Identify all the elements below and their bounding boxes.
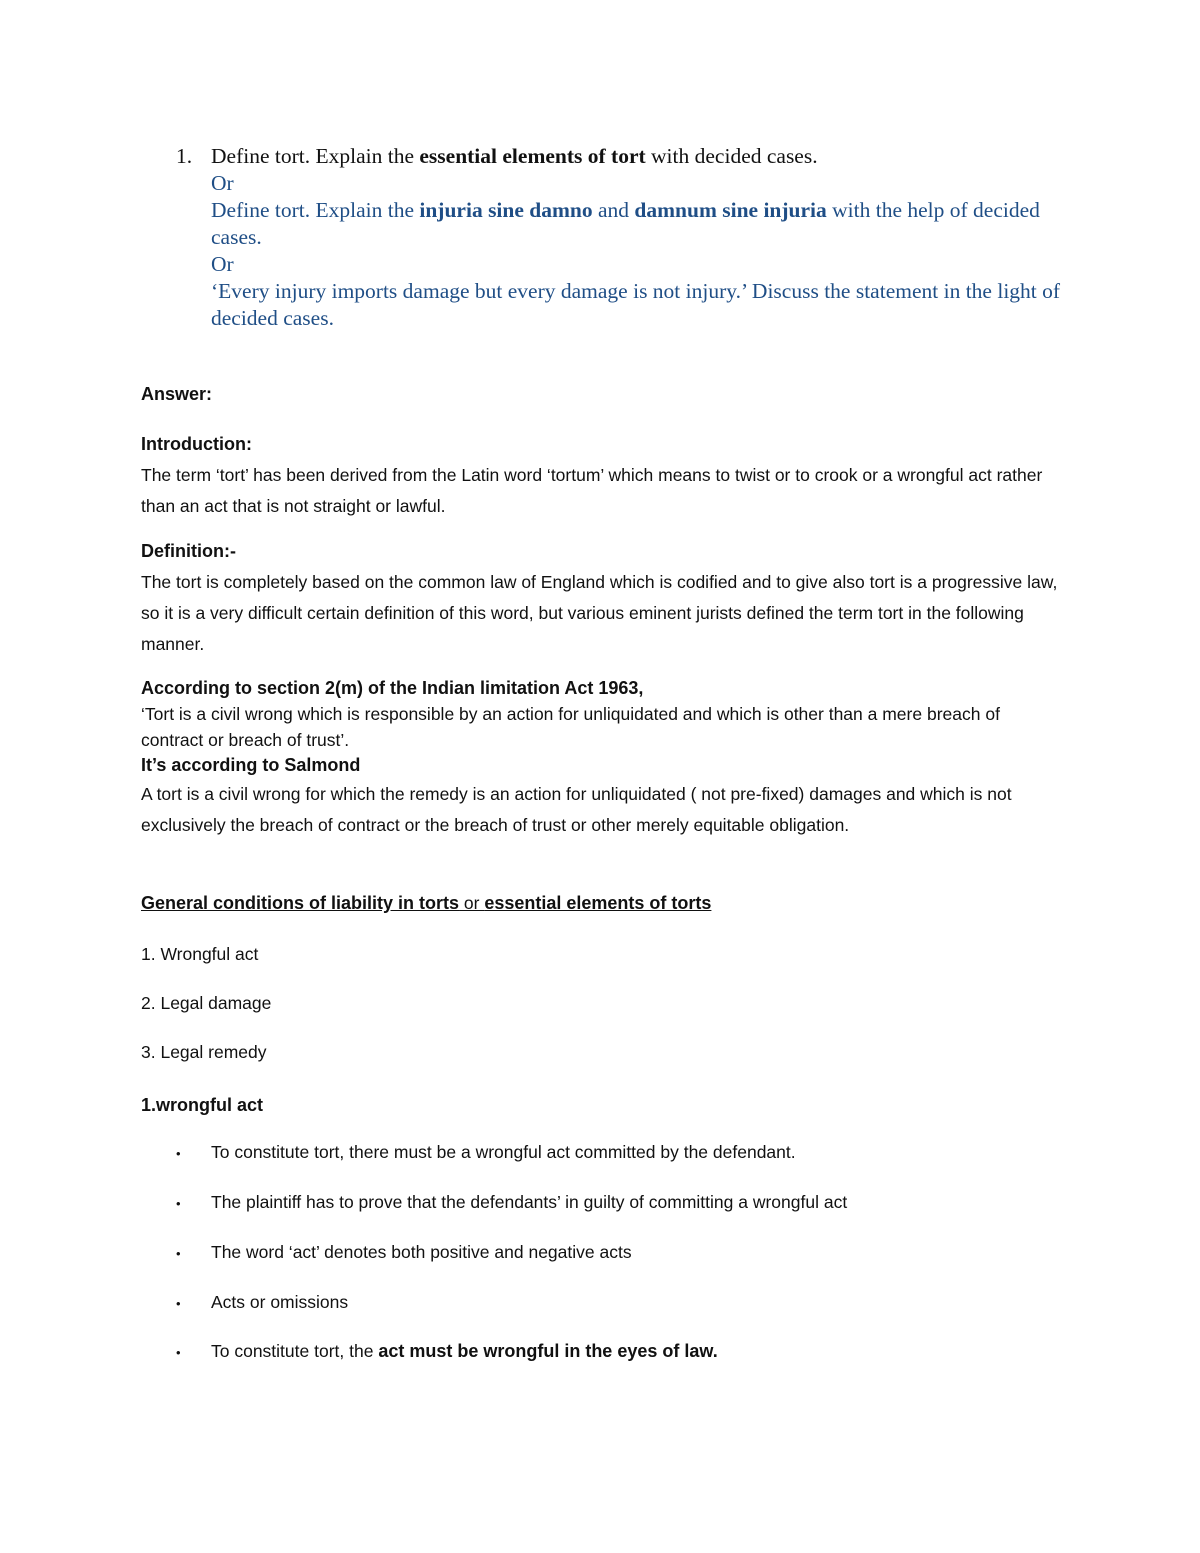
conditions-heading: General conditions of liability in torts or essential elements of torts: [141, 893, 712, 913]
answer-label: Answer:: [141, 384, 213, 404]
limitation-act-text: ‘Tort is a civil wrong which is responsible by an action for unliquidated and which is other than a mere breach of contract or breach of trust’.: [141, 704, 1000, 750]
question-line-2: Define tort. Explain the injuria sine damno and damnum sine injuria with the help of decided cases.: [211, 198, 1040, 249]
definition-heading: Definition:-: [141, 541, 236, 561]
condition-item-3: 3. Legal remedy: [141, 1042, 267, 1062]
wrongful-act-bullet-1: To constitute tort, there must be a wrongful act committed by the defendant.: [211, 1142, 796, 1162]
bullet-marker: •: [176, 1196, 181, 1211]
bullet-marker: •: [176, 1146, 181, 1161]
introduction-section: [141, 429, 1066, 522]
wrongful-act-bullet-5: To constitute tort, the act must be wrongful in the eyes of law.: [211, 1341, 718, 1361]
question-or-1: Or: [211, 171, 234, 195]
wrongful-act-heading: 1.wrongful act: [141, 1095, 264, 1115]
introduction-text: The term ‘tort’ has been derived from the Latin word ‘tortum’ which means to twist or to crook or a wrongful act rather than an act that is not straight or lawful.: [141, 465, 1043, 516]
condition-item-1: 1. Wrongful act: [141, 944, 259, 964]
wrongful-act-bullet-2: The plaintiff has to prove that the defendants’ in guilty of committing a wrongful act: [211, 1192, 848, 1212]
question-text: [211, 143, 1066, 332]
question-line-3: ‘Every injury imports damage but every damage is not injury.’ Discuss the statement in the light of decided cases.: [211, 279, 1061, 330]
bullet-marker: •: [176, 1296, 181, 1311]
question-number: 1.: [176, 144, 193, 168]
limitation-act-section: [141, 675, 1066, 753]
question-line-1: Define tort. Explain the essential elements of tort with decided cases.: [211, 144, 818, 168]
bullet-marker: •: [176, 1246, 181, 1261]
wrongful-act-bullet-4: Acts or omissions: [211, 1292, 349, 1312]
introduction-heading: Introduction:: [141, 434, 252, 454]
wrongful-act-bullet-3: The word ‘act’ denotes both positive and negative acts: [211, 1242, 632, 1262]
salmond-heading: It’s according to Salmond: [141, 755, 361, 775]
limitation-act-heading: According to section 2(m) of the Indian limitation Act 1963,: [141, 678, 644, 698]
salmond-text: A tort is a civil wrong for which the remedy is an action for unliquidated ( not pre-fixed) damages and which is not exclusively the breach of contract or the breach of trust or other merely equitable obligation.: [141, 784, 1012, 835]
salmond-section: [141, 752, 1066, 841]
definition-section: [141, 536, 1066, 660]
bullet-marker: •: [176, 1345, 181, 1360]
question-or-2: Or: [211, 252, 234, 276]
condition-item-2: 2. Legal damage: [141, 993, 272, 1013]
definition-text: The tort is completely based on the common law of England which is codified and to give also tort is a progressive law, so it is a very difficult certain definition of this word, but various eminent jurists defined the term tort in the following manner.: [141, 572, 1058, 654]
